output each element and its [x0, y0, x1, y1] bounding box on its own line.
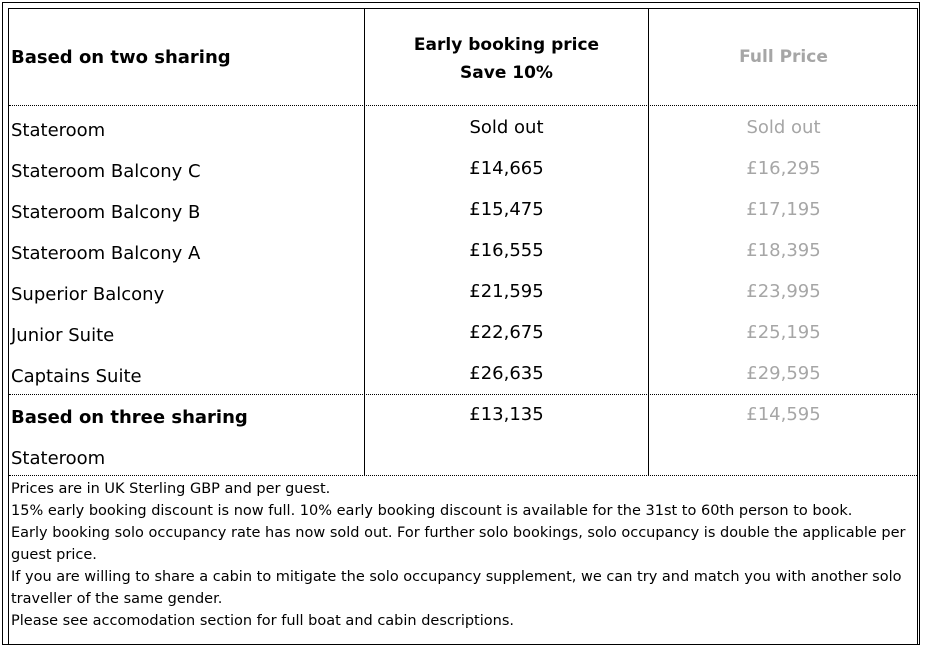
full-price: £18,395	[746, 240, 821, 261]
early-price: £26,635	[469, 363, 544, 384]
header-early-line1: Early booking price	[413, 35, 600, 55]
cabin-name: Stateroom Balcony C	[11, 161, 201, 182]
full-price: £23,995	[746, 281, 821, 302]
cabin-name: Stateroom	[11, 448, 106, 469]
header-full-price: Full Price	[739, 47, 828, 67]
early-price: £15,475	[469, 199, 544, 220]
full-price: Sold out	[746, 117, 821, 138]
header-early-booking-price	[365, 31, 648, 87]
column-divider	[648, 9, 649, 476]
full-price: £16,295	[746, 158, 821, 179]
cabin-name: Junior Suite	[11, 325, 115, 346]
header-based-on-two-sharing: Based on two sharing	[11, 47, 231, 68]
cabin-name: Stateroom Balcony A	[11, 243, 201, 264]
footnote: 15% early booking discount is now full. 10% early booking discount is available for the 31st to 60th person to book.	[11, 503, 853, 519]
row-divider	[9, 475, 917, 476]
early-price: £13,135	[469, 404, 544, 425]
early-price: £16,555	[469, 240, 544, 261]
early-price: £21,595	[469, 281, 544, 302]
footnote: If you are willing to share a cabin to mitigate the solo occupancy supplement, we can try and match you with another solo traveller of the same gender.	[11, 569, 902, 607]
footnote: Please see accomodation section for full boat and cabin descriptions.	[11, 613, 514, 629]
early-price: £14,665	[469, 158, 544, 179]
full-price: £25,195	[746, 322, 821, 343]
full-price: £14,595	[746, 404, 821, 425]
header-early-line2: Save 10%	[460, 63, 553, 83]
row-divider	[9, 394, 917, 395]
cabin-name: Stateroom Balcony B	[11, 202, 201, 223]
full-price: £29,595	[746, 363, 821, 384]
footnote: Early booking solo occupancy rate has now sold out. For further solo bookings, solo occupancy is double the applicable per guest price.	[11, 525, 906, 563]
heading-based-on-three-sharing: Based on three sharing	[11, 407, 248, 428]
full-price: £17,195	[746, 199, 821, 220]
early-price: £22,675	[469, 322, 544, 343]
row-divider	[9, 105, 917, 106]
early-price: Sold out	[469, 117, 544, 138]
cabin-name: Stateroom	[11, 120, 106, 141]
footnotes	[11, 478, 911, 632]
cabin-name: Superior Balcony	[11, 284, 165, 305]
cabin-name: Captains Suite	[11, 366, 142, 387]
footnote: Prices are in UK Sterling GBP and per guest.	[11, 481, 331, 497]
